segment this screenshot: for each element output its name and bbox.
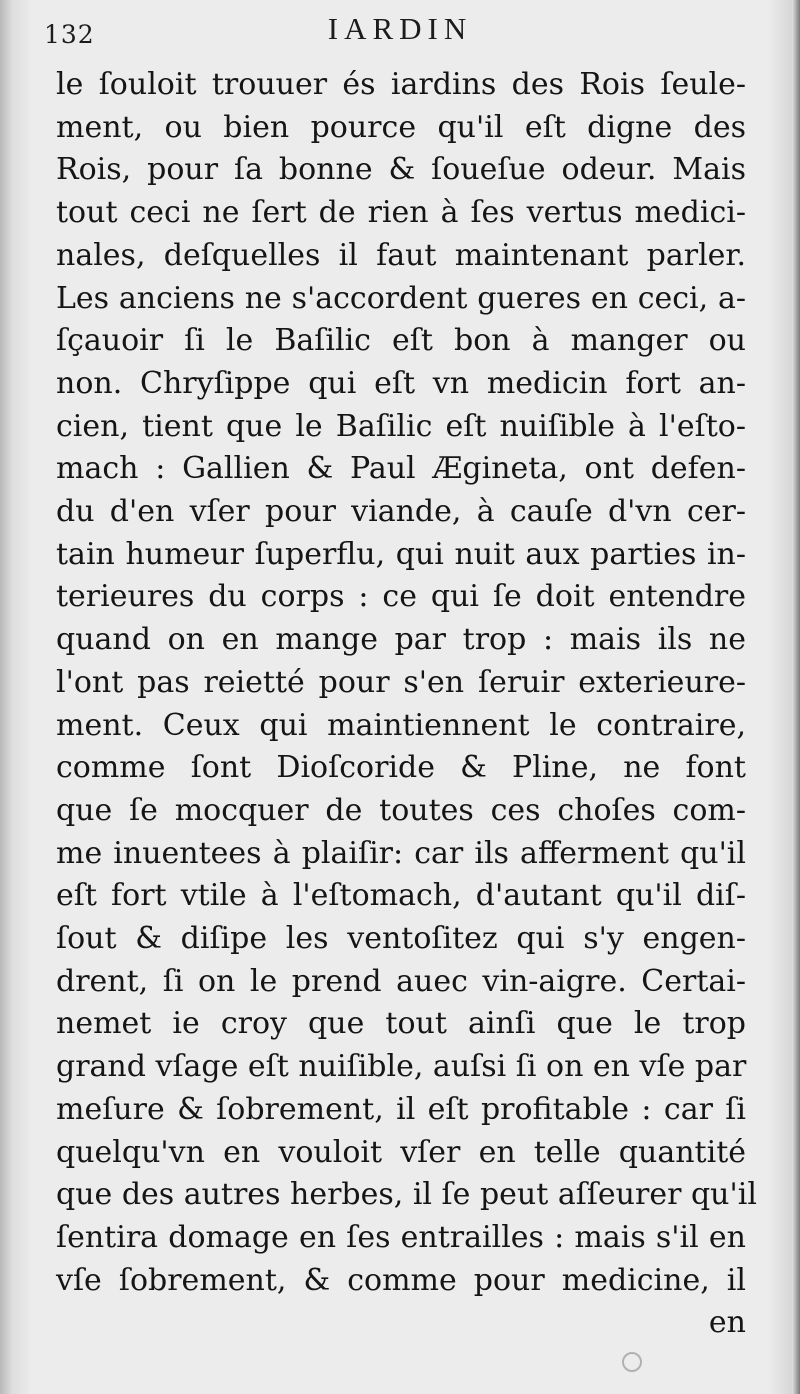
text-line: tain humeur ſuperflu, qui nuit aux parties in-: [56, 536, 746, 572]
text-line: ment, ou bien pource qu'il eſt digne des: [56, 109, 746, 145]
text-line: quand on en mange par trop : mais ils ne: [56, 622, 746, 658]
text-line: Les anciens ne s'accordent gueres en ceci, a-: [56, 280, 746, 316]
text-line: nales, deſquelles il faut maintenant parler.: [56, 237, 746, 273]
text-line: du d'en vſer pour viande, à cauſe d'vn cer-: [56, 494, 746, 530]
text-line: meſure & ſobrement, il eſt profitable : car ſi: [56, 1091, 746, 1127]
text-line: que ſe mocquer de toutes ces choſes com-: [56, 792, 746, 828]
text-line: mach : Gallien & Paul Ægineta, ont defen-: [56, 451, 746, 487]
catchword: en: [708, 1305, 746, 1341]
text-line: cien, tient que le Baſilic eſt nuiſible à l'eſto-: [56, 408, 746, 444]
text-line: non. Chryſippe qui eſt vn medicin fort an-: [56, 365, 746, 401]
running-title: IARDIN: [327, 11, 473, 46]
text-line: comme ſont Dioſcoride & Pline, ne font: [56, 750, 746, 786]
page-gutter-shadow: [0, 0, 14, 1394]
text-line: ſentira domage en ſes entrailles : mais s'il en: [56, 1219, 746, 1255]
text-line: me inuentees à plaiſir: car ils afferment qu'il: [56, 835, 746, 871]
text-line: terieures du corps : ce qui ſe doit entendre: [56, 579, 746, 615]
page-number: 132: [44, 20, 95, 49]
text-line: ment. Ceux qui maintiennent le contraire,: [56, 707, 746, 743]
text-line: ſout & diſipe les ventoſitez qui s'y engen-: [56, 921, 746, 957]
page-edge-shadow: [792, 0, 800, 1394]
text-line: nemet ie croy que tout ainſi que le trop: [56, 1006, 746, 1042]
text-line: que des autres herbes, il ſe peut aſſeurer qu'il: [56, 1177, 757, 1213]
text-line: eſt fort vtile à l'eſtomach, d'autant qu'il diſ-: [56, 878, 746, 914]
text-line: tout ceci ne ſert de rien à ſes vertus medici-: [56, 195, 746, 231]
body-text: [56, 64, 757, 1345]
text-line: vſe ſobrement, & comme pour medicine, il: [56, 1262, 746, 1298]
text-line: drent, ſi on le prend auec vin-aigre. Certai-: [56, 963, 746, 999]
text-line: grand vſage eſt nuiſible, auſsi ſi on en vſe par: [56, 1049, 747, 1085]
text-line: quelqu'vn en vouloit vſer en telle quantité: [56, 1134, 746, 1170]
text-line: Rois, pour ſa bonne & ſoueſue odeur. Mais: [56, 152, 746, 188]
text-line: le ſouloit trouuer és iardins des Rois ſeule-: [56, 67, 746, 102]
ink-blot-mark: [622, 1352, 642, 1372]
text-line: l'ont pas reietté pour s'en ſeruir exterieure-: [56, 664, 746, 700]
text-line: ſçauoir ſi le Baſilic eſt bon à manger ou: [56, 323, 746, 359]
